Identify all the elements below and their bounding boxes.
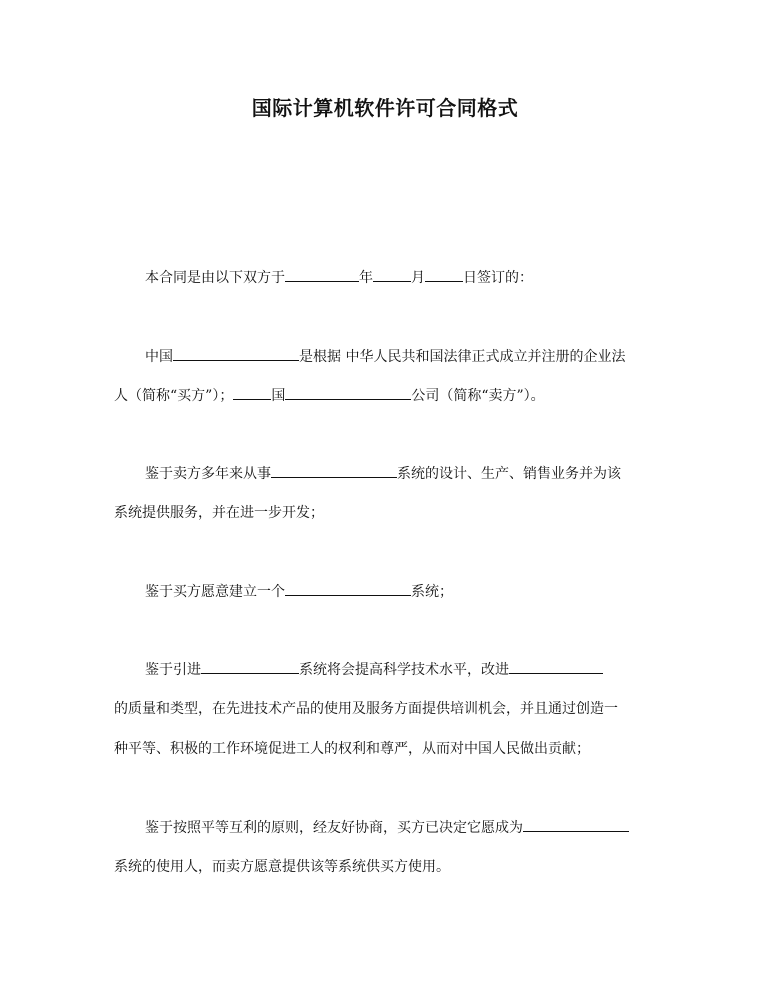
text: 国 xyxy=(271,388,286,404)
blank-year-field xyxy=(285,268,359,282)
paragraph-buyer-line-2 xyxy=(114,386,674,405)
text: 鉴于引进 xyxy=(145,662,201,678)
text: 系统提供服务，并在进一步开发； xyxy=(114,505,324,521)
blank-buyer-name-field xyxy=(173,347,299,361)
text: 人（简称“买方”）； xyxy=(114,388,234,404)
blank-seller-country-field xyxy=(233,386,271,400)
paragraph-benefits-line-1 xyxy=(145,660,705,679)
paragraph-benefits-line-2 xyxy=(114,700,674,718)
paragraph-buyer-intent xyxy=(145,582,705,601)
text: 本合同是由以下双方于 xyxy=(145,270,285,286)
paragraph-seller-business-line-1 xyxy=(145,464,705,483)
text: 鉴于按照平等互利的原则，经友好协商，买方已决定它愿成为 xyxy=(145,820,523,836)
blank-system-name-field xyxy=(523,818,629,832)
paragraph-seller-business-line-2 xyxy=(114,504,674,522)
blank-day-field xyxy=(425,268,463,282)
paragraph-agreement-line-1 xyxy=(145,818,705,837)
paragraph-buyer-line-1 xyxy=(145,347,705,366)
blank-system-name-field xyxy=(285,582,411,596)
blank-system-name-field xyxy=(271,464,397,478)
blank-system-name-field xyxy=(201,660,299,674)
text: 系统； xyxy=(411,584,453,600)
text: 鉴于买方愿意建立一个 xyxy=(145,584,285,600)
text: 日签订的： xyxy=(463,270,533,286)
paragraph-signing-date xyxy=(145,268,705,287)
blank-product-field xyxy=(509,660,603,674)
text: 中国 xyxy=(145,349,173,365)
document-title: 国际计算机软件许可合同格式 xyxy=(251,96,519,120)
text: 种平等、积极的工作环境促进工人的权利和尊严，从而对中国人民做出贡献； xyxy=(114,741,590,757)
paragraph-benefits-line-3 xyxy=(114,740,674,758)
text: 鉴于卖方多年来从事 xyxy=(145,466,271,482)
text: 是根据 中华人民共和国法律正式成立并注册的企业法 xyxy=(299,349,626,365)
paragraph-agreement-line-2 xyxy=(114,858,674,876)
text: 的质量和类型，在先进技术产品的使用及服务方面提供培训机会，并且通过创造一 xyxy=(114,701,618,717)
text: 系统的设计、生产、销售业务并为该 xyxy=(397,466,621,482)
text: 系统将会提高科学技术水平，改进 xyxy=(299,662,509,678)
text: 系统的使用人，而卖方愿意提供该等系统供买方使用。 xyxy=(114,859,450,875)
text: 年 xyxy=(359,270,373,286)
blank-month-field xyxy=(373,268,411,282)
text: 公司（简称“卖方”）。 xyxy=(411,388,545,404)
text: 月 xyxy=(411,270,425,286)
blank-seller-name-field xyxy=(285,386,411,400)
